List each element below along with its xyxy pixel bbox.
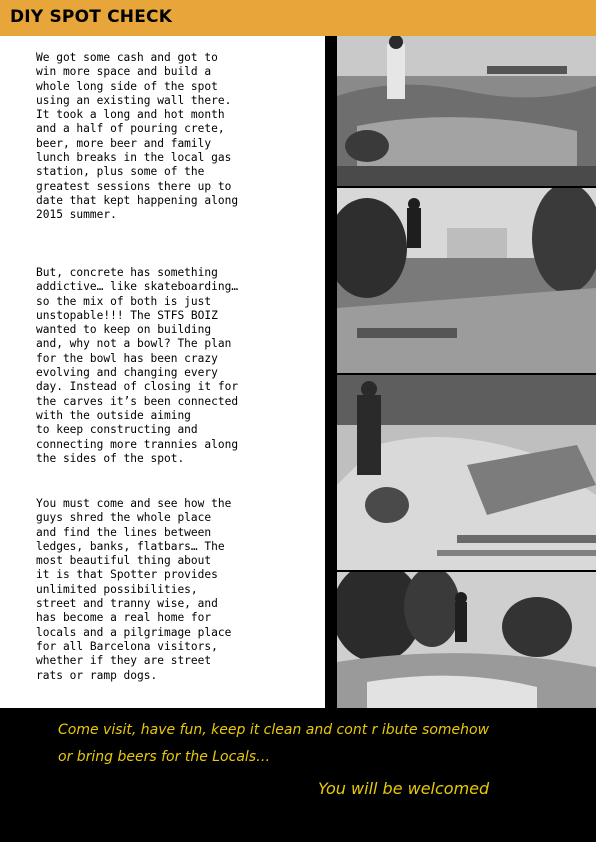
page-title: DIY SPOT CHECK [10, 7, 173, 27]
builders-bowl-photo [337, 375, 596, 570]
photo-column [337, 36, 596, 708]
footer-welcome: You will be welcomed [318, 779, 490, 798]
construction-photo [337, 36, 596, 186]
skater-jump-photo [337, 188, 596, 373]
header-bar [0, 0, 596, 36]
article-paragraph-1: We got some cash and got to win more space and build a whole long side of the spot using an existing wall there. It took a long and hot month and a half of pouring crete, beer, more beer and family lunch breaks in the local gas station, plus some of the greatest sessions there up to date that kept happening along 2015 summer. [36, 51, 239, 222]
article-paragraph-3: You must come and see how the guys shred the whole place and find the lines between ledges, banks, flatbars… The most beautiful thing about it is that Spotter provides unlimited possibilities, street and tranny wise, and has become a real home for locals and a pilgrimage place for all Barcelona visitors, whether if they are street rats or ramp dogs. [36, 497, 232, 682]
bowl-session-photo [337, 572, 596, 708]
footer-invitation: Come visit, have fun, keep it clean and cont r ibute somehow [58, 722, 490, 738]
article-paragraph-2: But, concrete has something addictive… like skateboarding… so the mix of both is just unstopable!!! The STFS BOIZ wanted to keep on building and, why not a bowl? The plan for the bowl has been crazy evolving and changing every day. Instead of closing it for the carves it’s been connected with the outside aiming to keep constructing and connecting more trannies along the sides of the spot. [36, 266, 239, 465]
footer-beers-note: or bring beers for the Locals… [58, 749, 271, 765]
